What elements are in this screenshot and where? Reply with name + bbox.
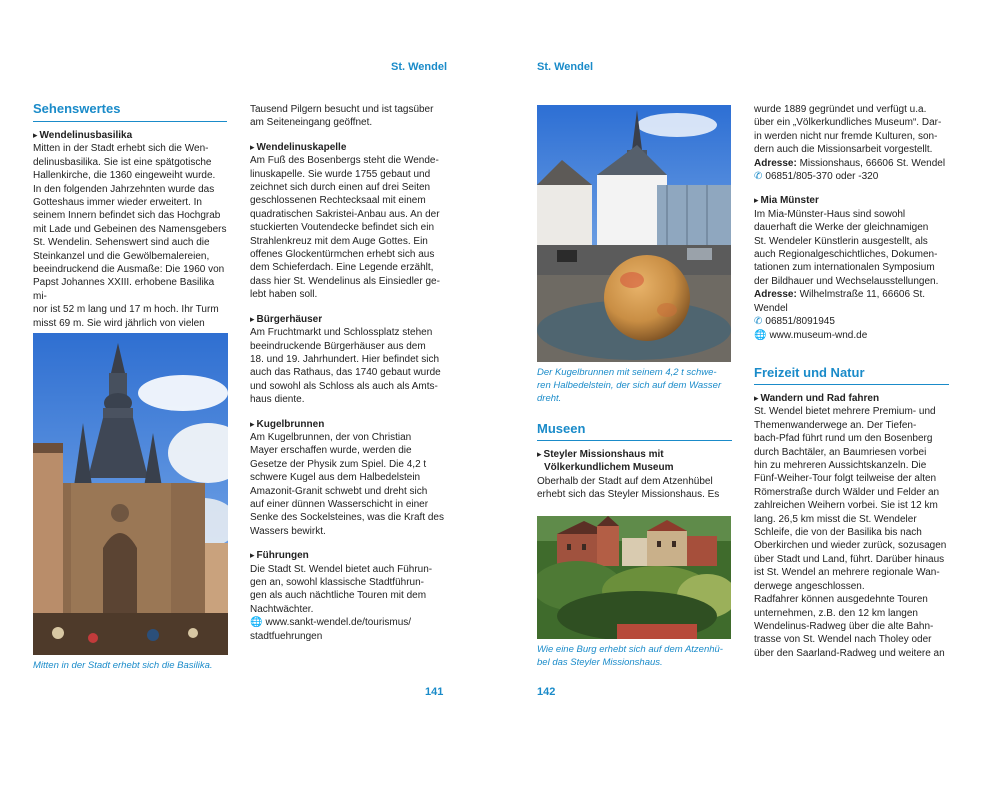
link-text-cont[interactable]: stadtfuehrungen (250, 630, 323, 642)
subheading-fuehrungen: ▸ Führungen (250, 549, 450, 562)
text-line: Oberkirchen und wieder zurück, sozusagen (754, 540, 947, 552)
text-line: schwere Kugel aus dem Halbedelstein (250, 472, 421, 484)
phone-icon: ✆ (754, 316, 763, 328)
caption-line: Der Kugelbrunnen mit seinem 4,2 t schwe- (537, 367, 717, 378)
text-line: Mayer erschaffen wurde, werden die (250, 445, 412, 457)
text-line: lebt haben soll. (250, 289, 318, 301)
text-line: dem Schieferdach. Eine Legende erzählt, (250, 262, 434, 274)
text-line: tationen zum internationalen Symposium (754, 262, 935, 274)
running-head-left: St. Wendel (391, 61, 448, 73)
text-line: über ein „Völkerkundliches Museum“. Dar- (754, 117, 942, 129)
address-missionshaus (754, 157, 964, 170)
link-text[interactable]: www.museum-wnd.de (769, 329, 868, 341)
phone-number[interactable]: 06851/805-370 oder -320 (765, 171, 879, 183)
section-rule (33, 121, 227, 122)
text-line: Fünf-Weiher-Tour folgt teilweise der alten (754, 473, 937, 485)
text-line: auf einer dünnen Wasserschicht in einer (250, 498, 429, 510)
text-line: stuckierten Voutendecke befindet sich ein (250, 222, 435, 234)
text-line: Nachtwächter. (250, 603, 314, 615)
text-line: über Stadt und Land, führt. Darüber hinaus (754, 553, 945, 565)
text-line: derwege angeschlossen. (754, 580, 865, 592)
subheading-steyler: ▸ Steyler Missionshaus mit (537, 448, 737, 461)
text-line: In den folgenden Jahrzehnten wurde das (33, 183, 215, 195)
section-heading-freizeit: Freizeit und Natur (754, 365, 865, 380)
col4-text-bottom (754, 392, 969, 660)
section-rule (537, 440, 732, 441)
text-line: bach-Pfad führt rund um den Bosenberg (754, 433, 933, 445)
text-line: Strahlenkreuz mit dem Auge Gottes. Ein (250, 235, 428, 247)
photo-kugelbrunnen (537, 105, 731, 362)
photo-basilika (33, 333, 228, 655)
text-line: Im Mia-Münster-Haus sind sowohl (754, 208, 906, 220)
text-line: St. Wendelin. Sehenswert sind auch die (33, 237, 210, 249)
text-line: Am Fruchtmarkt und Schlossplatz stehen (250, 327, 433, 339)
text-line: Hallenkirche, die 1360 eingeweiht wurde. (33, 170, 216, 182)
text-line: Am Kugelbrunnen, der von Christian (250, 431, 412, 443)
caption-line: ren Halbedelstein, der sich auf dem Wasser (537, 380, 722, 391)
photo-missionshaus (537, 516, 731, 639)
text-line: Römerstraße durch Wälder und Felder an (754, 486, 940, 498)
text-line: wurde 1889 gegründet und verfügt u.a. (754, 104, 927, 115)
caption-kugelbrunnen (537, 366, 737, 405)
page-number-left: 141 (425, 686, 444, 698)
address-value: Missionshaus, 66606 St. Wendel (799, 157, 946, 169)
text-line: linuskapelle. Sie wurde 1755 gebaut und (250, 168, 431, 180)
text-line: zahlreichen Weihern vorbei. Sie ist 12 km (754, 500, 938, 512)
text-line: gen an, sowohl klassische Stadtführun- (250, 577, 424, 588)
subheading-mia-muenster: ▸ Mia Münster (754, 194, 964, 207)
text-line: Schleife, die von der Basilika bis nach (754, 527, 922, 539)
text-line: Papst Johannes XXIII. erhobene Basilika mi- (33, 277, 215, 302)
text-line: dauerhaft die Werke der gleichnamigen (754, 222, 929, 234)
text-line: Radfahrer können ausgedehnte Touren (754, 594, 928, 606)
text-line: Tausend Pilgern besucht und ist tagsüber (250, 104, 434, 115)
text-line: Oberhalb der Stadt auf dem Atzenhübel (537, 475, 713, 487)
text-line: unternehmen, z.B. den 12 km langen (754, 607, 918, 619)
text-line: über den Saarland-Radweg und weitere an (754, 647, 945, 659)
text-line: und sowohl als Schloss als auch als Amts- (250, 380, 438, 392)
text-line: quadratischen Sakristei-Anbau aus. An der (250, 208, 440, 220)
address-value-cont: Wendel (754, 302, 788, 314)
link-text[interactable]: www.sankt-wendel.de/tourismus/ (265, 617, 412, 629)
caption-basilika: Mitten in der Stadt erhebt sich die Basilika. (33, 660, 213, 671)
phone-number[interactable]: 06851/8091945 (765, 316, 835, 328)
phone-icon: ✆ (754, 171, 763, 183)
link-stadtfuehrungen[interactable] (250, 616, 450, 629)
subheading-wendelinuskapelle: ▸ Wendelinuskapelle (250, 141, 450, 154)
subheading-buergerhaeuser: ▸ Bürgerhäuser (250, 313, 450, 326)
section-rule (754, 384, 949, 385)
text-line: beeindruckende Bürgerhäuser aus dem (250, 340, 426, 352)
text-line: Gesetze der Physik zum Spiel. Die 4,2 t (250, 458, 427, 470)
subheading-kugelbrunnen: ▸ Kugelbrunnen (250, 418, 450, 431)
col1-text (33, 129, 229, 330)
text-line: der Bildhauer und Wechselausstellungen. (754, 275, 939, 287)
globe-icon: 🌐 (754, 329, 767, 341)
text-line: misst 69 m. Sie wird jährlich von vielen (33, 317, 205, 329)
text-line: in werden nicht nur fremde Kulturen, son- (754, 130, 938, 142)
text-line: Wendelinus-Radweg über die alte Bahn- (754, 620, 934, 632)
text-line: St. Wendel bietet mehrere Premium- und (754, 406, 936, 418)
text-line: zeichnet sich durch einen auf drei Seiten (250, 182, 431, 194)
address-value: Wilhelmstraße 11, 66606 St. (799, 289, 926, 301)
text-line: lang. 26,5 km misst die St. Wendeler (754, 513, 917, 525)
caption-line: dreht. (537, 393, 562, 404)
text-line: haus diente. (250, 394, 305, 406)
text-line: offenes Glockentürmchen erhebt sich aus (250, 249, 435, 261)
text-line: durch Bachtäler, an Baumriesen vorbei (754, 446, 927, 458)
col4-text-top (754, 103, 964, 342)
text-line: dass hier St. Wendelinus als Einsiedler ge- (250, 275, 440, 287)
text-line: Steinkanzel und die Gewölbemalereien, (33, 250, 210, 262)
section-heading-museen: Museen (537, 421, 586, 436)
section-heading-sehenswertes: Sehenswertes (33, 101, 121, 116)
text-line: Gotteshaus immer wieder erweitert. In (33, 197, 202, 209)
caption-line: bel das Steyler Missionshaus. (537, 657, 663, 668)
link-museum-wnd[interactable] (754, 329, 964, 342)
subheading-steyler-cont: Völkerkundlichem Museum (544, 462, 674, 474)
text-line: Wassers bewirkt. (250, 525, 326, 537)
text-line: beeindruckend die Ausmaße: Die 1960 von (33, 264, 225, 276)
text-line: seinem Innern befindet sich das Hochgrab (33, 210, 221, 222)
text-line: Die Stadt St. Wendel bietet auch Führun- (250, 563, 433, 575)
address-mia-muenster (754, 288, 964, 301)
text-line: mit Lade und Gebeinen des Namensgebers (33, 223, 227, 235)
subheading-wendelinusbasilika: ▸ Wendelinusbasilika (33, 129, 229, 142)
text-line: trasse von St. Wendel nach Tholey oder (754, 634, 932, 646)
col2-text (250, 103, 450, 643)
page-number-right: 142 (537, 686, 556, 698)
text-line: gen als auch nächtliche Touren mit dem (250, 590, 427, 602)
text-line: ist St. Wendel an mehrere regionale Wan- (754, 567, 940, 579)
text-line: 18. und 19. Jahrhundert. Hier befindet sich (250, 353, 440, 365)
text-line: nor ist 52 m lang und 17 m hoch. Ihr Turm (33, 304, 219, 316)
text-line: auch Regionalgeschichtliches, Dokumen- (754, 249, 938, 261)
text-line: am Seiteneingang geöffnet. (250, 117, 373, 129)
phone-missionshaus[interactable] (754, 170, 964, 183)
text-line: geschlossenen Rechtecksaal mit einem (250, 195, 426, 207)
text-line: Amazonit-Granit schwebt und dreht sich (250, 485, 428, 497)
text-line: delinusbasilika. Sie ist eine spätgotische (33, 156, 212, 168)
text-line: Am Fuß des Bosenbergs steht die Wende- (250, 155, 439, 167)
caption-line: Wie eine Burg erhebt sich auf dem Atzenhü- (537, 644, 723, 655)
caption-missionshaus (537, 643, 737, 669)
text-line: Senke des Sockelsteines, was die Kraft des (250, 512, 444, 524)
text-line: Themenwanderwege an. Der Tiefen- (754, 419, 917, 431)
col3-text (537, 448, 737, 502)
address-label: Adresse: (754, 289, 797, 301)
phone-mia-muenster[interactable] (754, 315, 964, 328)
text-line: Mitten in der Stadt erhebt sich die Wen- (33, 143, 209, 155)
text-line: dern auch die Missionsarbeit vorgestellt. (754, 144, 933, 156)
text-line: auch das Rathaus, das 1740 gebaut wurde (250, 367, 441, 379)
address-label: Adresse: (754, 157, 797, 169)
subheading-wandern: ▸ Wandern und Rad fahren (754, 392, 969, 405)
text-line: hin zu mehreren Aussichtskanzeln. Die (754, 460, 927, 472)
text-line: St. Wendeler Künstlerin ausgestellt, als (754, 235, 928, 247)
running-head-right: St. Wendel (537, 61, 594, 73)
text-line: erhebt sich das Steyler Missionshaus. Es (537, 489, 720, 501)
globe-icon: 🌐 (250, 617, 263, 629)
